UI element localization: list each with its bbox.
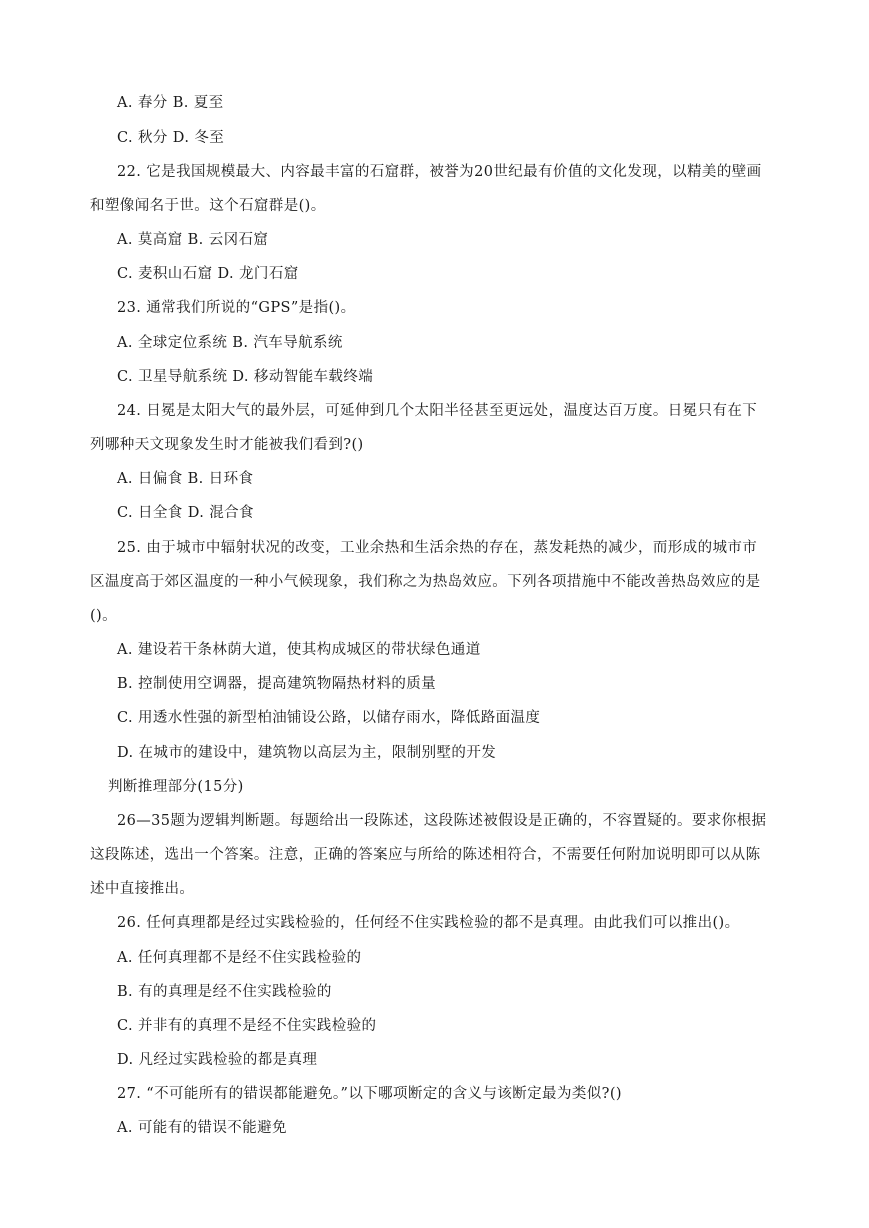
- option-line: B. 有的真理是经不住实践检验的: [117, 984, 332, 1000]
- question-22: 22. 它是我国规模最大、内容最丰富的石窟群，被誉为20世纪最有价值的文化发现，以精美的壁画: [117, 164, 762, 180]
- instructions-cont: 这段陈述，选出一个答案。注意，正确的答案应与所给的陈述相符合，不需要任何附加说明即可以从陈: [90, 847, 761, 863]
- section-heading: 判断推理部分(15分): [108, 779, 244, 795]
- option-line: A. 任何真理都不是经不住实践检验的: [117, 950, 362, 966]
- option-line: B. 控制使用空调器，提高建筑物隔热材料的质量: [117, 676, 437, 692]
- option-line: A. 春分 B. 夏至: [117, 95, 224, 111]
- option-line: C. 卫星导航系统 D. 移动智能车载终端: [117, 369, 374, 385]
- question-24-cont: 列哪种天文现象发生时才能被我们看到?(): [90, 437, 364, 453]
- question-24: 24. 日冕是太阳大气的最外层，可延伸到几个太阳半径甚至更远处，温度达百万度。日冕只有在下: [117, 403, 758, 419]
- question-25: 25. 由于城市中辐射状况的改变，工业余热和生活余热的存在，蒸发耗热的减少，而形成的城市市: [117, 540, 758, 556]
- option-line: A. 建设若干条林荫大道，使其构成城区的带状绿色通道: [117, 642, 481, 658]
- question-23: 23. 通常我们所说的“GPS”是指()。: [117, 300, 356, 316]
- question-22-cont: 和塑像闻名于世。这个石窟群是()。: [90, 198, 326, 214]
- option-line: C. 秋分 D. 冬至: [117, 130, 225, 146]
- option-line: D. 在城市的建设中，建筑物以高层为主，限制别墅的开发: [117, 745, 497, 761]
- question-26: 26. 任何真理都是经过实践检验的，任何经不住实践检验的都不是真理。由此我们可以推出()。: [117, 915, 740, 931]
- option-line: D. 凡经过实践检验的都是真理: [117, 1052, 318, 1068]
- option-line: C. 麦积山石窟 D. 龙门石窟: [117, 266, 299, 282]
- question-25-cont: 区温度高于郊区温度的一种小气候现象，我们称之为热岛效应。下列各项措施中不能改善热岛效应的是: [90, 574, 761, 590]
- option-line: C. 日全食 D. 混合食: [117, 505, 254, 521]
- option-line: C. 用透水性强的新型柏油铺设公路，以储存雨水，降低路面温度: [117, 710, 541, 726]
- instructions-cont: 述中直接推出。: [90, 881, 195, 897]
- option-line: A. 可能有的错误不能避免: [117, 1120, 287, 1136]
- question-27: 27. “不可能所有的错误都能避免。”以下哪项断定的含义与该断定最为类似?(): [117, 1086, 622, 1102]
- option-line: A. 全球定位系统 B. 汽车导航系统: [117, 335, 343, 351]
- option-line: A. 莫高窟 B. 云冈石窟: [117, 232, 269, 248]
- option-line: C. 并非有的真理不是经不住实践检验的: [117, 1018, 377, 1034]
- question-25-cont: ()。: [90, 608, 118, 624]
- option-line: A. 日偏食 B. 日环食: [117, 471, 254, 487]
- instructions: 26—35题为逻辑判断题。每题给出一段陈述，这段陈述被假设是正确的，不容置疑的。要求你根据: [117, 813, 767, 829]
